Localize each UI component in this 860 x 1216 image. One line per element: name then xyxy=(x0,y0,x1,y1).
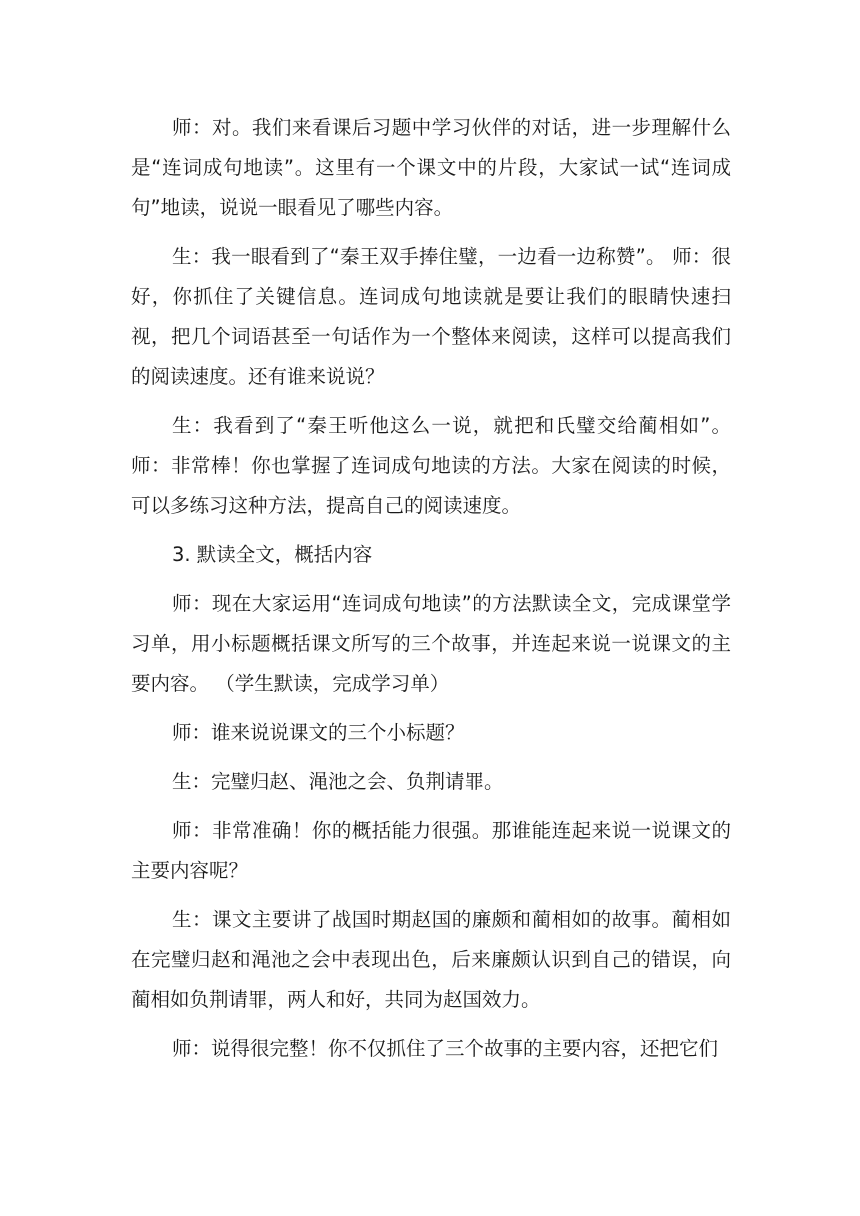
paragraph: 师：非常准确！你的概括能力很强。那谁能连起来说一说课文的主要内容呢？ xyxy=(131,819,731,882)
paragraph: 生：完璧归赵、渑池之会、负荆请罪。 xyxy=(172,770,504,793)
document-body xyxy=(131,108,731,1078)
paragraph: 师：谁来说说课文的三个小标题？ xyxy=(172,721,465,744)
paragraph: 师：对。我们来看课后习题中学习伙伴的对话，进一步理解什么是“连词成句地读”。这里有一个课文中的片段，大家试一试“连词成句”地读，说说一眼看见了哪些内容。 xyxy=(131,116,731,219)
paragraph: 师：现在大家运用“连词成句地读”的方法默读全文，完成课堂学习单，用小标题概括课文所写的三个故事，并连起来说一说课文的主要内容。 （学生默读，完成学习单） xyxy=(131,592,731,695)
paragraph: 生：课文主要讲了战国时期赵国的廉颇和蔺相如的故事。蔺相如在完璧归赵和渑池之会中表现出色，后来廉颇认识到自己的错误，向蔺相如负荆请罪，两人和好，共同为赵国效力。 xyxy=(131,908,731,1011)
paragraph: 师：说得很完整！你不仅抓住了三个故事的主要内容，还把它们 xyxy=(172,1037,719,1060)
section-heading: 3. 默读全文，概括内容 xyxy=(172,543,373,566)
paragraph: 生：我看到了“秦王听他这么一说，就把和氏璧交给蔺相如”。 师：非常棒！你也掌握了连词成句地读的方法。大家在阅读的时候，可以多练习这种方法，提高自己的阅读速度。 xyxy=(131,414,731,517)
paragraph: 生：我一眼看到了“秦王双手捧住璧，一边看一边称赞”。 师：很好，你抓住了关键信息。连词成句地读就是要让我们的眼睛快速扫视，把几个词语甚至一句话作为一个整体来阅读，这样可以提高我们的阅读速度。还有谁来说说？ xyxy=(131,245,731,388)
